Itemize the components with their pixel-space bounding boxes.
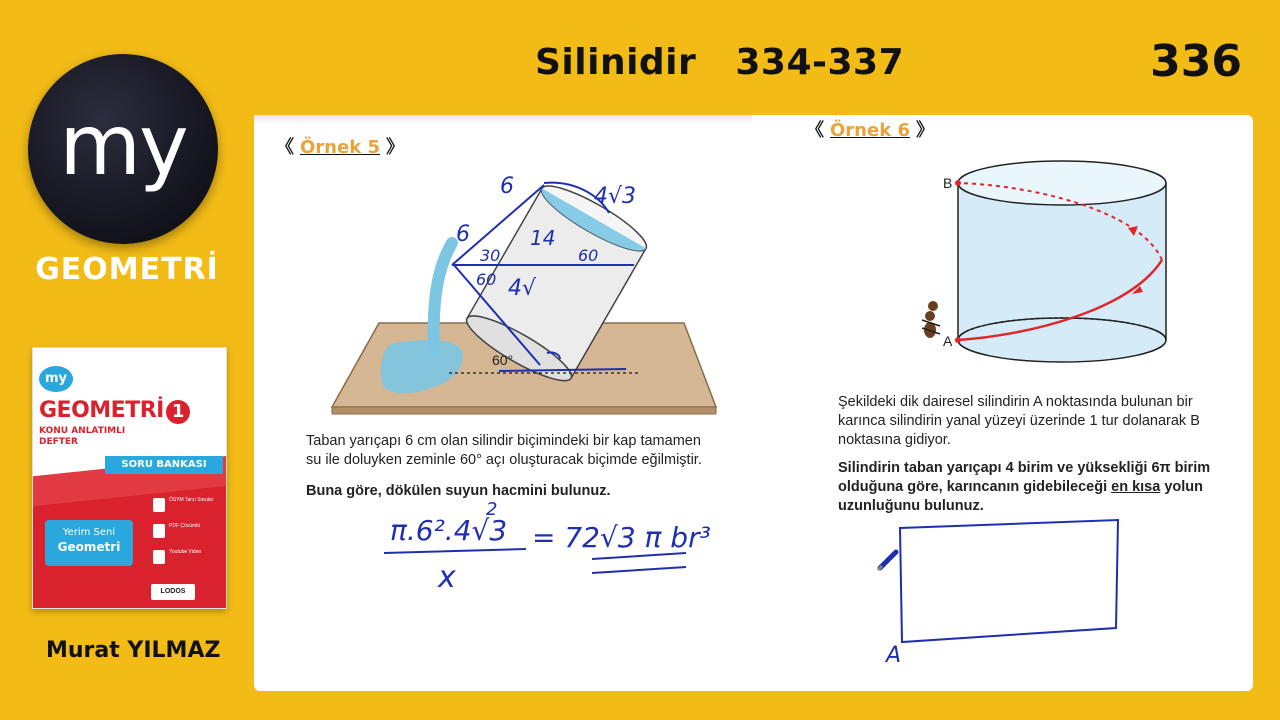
example5-statement: Taban yarıçapı 6 cm olan silindir biçimindeki bir kap tamamen su ile doluyken zeminle 60° açı oluşturacak biçimde eğilmiştir.	[306, 433, 702, 468]
pdf-icon: PDF Çözümlü	[153, 522, 223, 544]
example6-solution	[870, 510, 1130, 670]
svg-text:4√3: 4√3	[594, 184, 637, 209]
book-soru-bankasi: SORU BANKASI	[105, 456, 223, 474]
chevron-left-icon: 《	[806, 120, 824, 141]
svg-text:4√: 4√	[508, 276, 537, 301]
svg-text:6: 6	[500, 174, 514, 199]
underline-2	[592, 567, 686, 573]
book-my-badge: my	[39, 366, 73, 392]
page-title: Silinidir 334-337	[535, 42, 905, 83]
book-cover	[32, 347, 227, 609]
example5-question: Buna göre, dökülen suyun hacmini bulunuz.	[306, 483, 611, 499]
example6-statement: Şekildeki dik dairesel silindirin A noktasında bulunan bir karınca silindirin yanal yüzeyi üzerinde 1 tur dolanarak B noktasına gidiyor.	[838, 394, 1200, 448]
example6-question: Silindirin taban yarıçapı 4 birim ve yüksekliği 6π birim olduğuna göre, karıncanın gidebileceği en kısa yolun uzunluğunu bulunuz.	[838, 460, 1211, 514]
solution-result: = 72√3 π br³	[532, 521, 711, 554]
unfolded-rectangle	[900, 520, 1118, 642]
author-name: Murat YILMAZ	[46, 638, 221, 663]
chevron-left-icon: 《	[276, 137, 294, 158]
book-feature-icons	[153, 496, 223, 574]
point-a-label: A	[943, 333, 953, 349]
example6-heading: 《 Örnek 6 》	[806, 120, 934, 141]
svg-text:30: 30	[480, 246, 501, 265]
example6-figure	[900, 150, 1200, 370]
table-edge	[332, 407, 716, 414]
cylinder-body	[958, 183, 1166, 340]
angle-label: 60°	[492, 352, 514, 368]
logo-text: my	[59, 96, 187, 194]
book-subtitle: KONU ANLATIMLI DEFTER	[39, 426, 126, 447]
book-volume: 1	[166, 400, 190, 424]
page-number: 336	[1150, 36, 1242, 87]
svg-text:60: 60	[578, 246, 599, 265]
book-title: GEOMETRİ 1	[39, 398, 190, 424]
publisher-logo: LODOS	[151, 584, 195, 600]
book-badge: Yerim Seni Geometri	[45, 520, 133, 566]
ant-icon	[922, 301, 940, 338]
chevron-right-icon: 》	[385, 137, 404, 158]
solution-numerator: π.6².4√3	[390, 514, 508, 547]
pen-cursor-icon	[878, 552, 896, 570]
youtube-icon: Youtube Video	[153, 548, 223, 570]
point-b-label: B	[943, 175, 953, 191]
chevron-right-icon: 》	[915, 120, 934, 141]
my-logo	[28, 54, 218, 244]
brand-name: GEOMETRİ	[35, 252, 219, 287]
solution-exponent: 2	[486, 499, 498, 520]
svg-text:6: 6	[456, 222, 470, 247]
solution-denominator: x	[438, 560, 456, 595]
hand-label-a: A	[886, 643, 902, 668]
osym-icon: ÖSYM Tarzı Sorular	[153, 496, 223, 518]
example5-heading: 《 Örnek 5 》	[276, 137, 404, 158]
svg-text:60: 60	[476, 270, 497, 289]
fraction-bar	[384, 549, 526, 553]
svg-text:14: 14	[530, 226, 556, 250]
example5-solution	[380, 495, 740, 605]
